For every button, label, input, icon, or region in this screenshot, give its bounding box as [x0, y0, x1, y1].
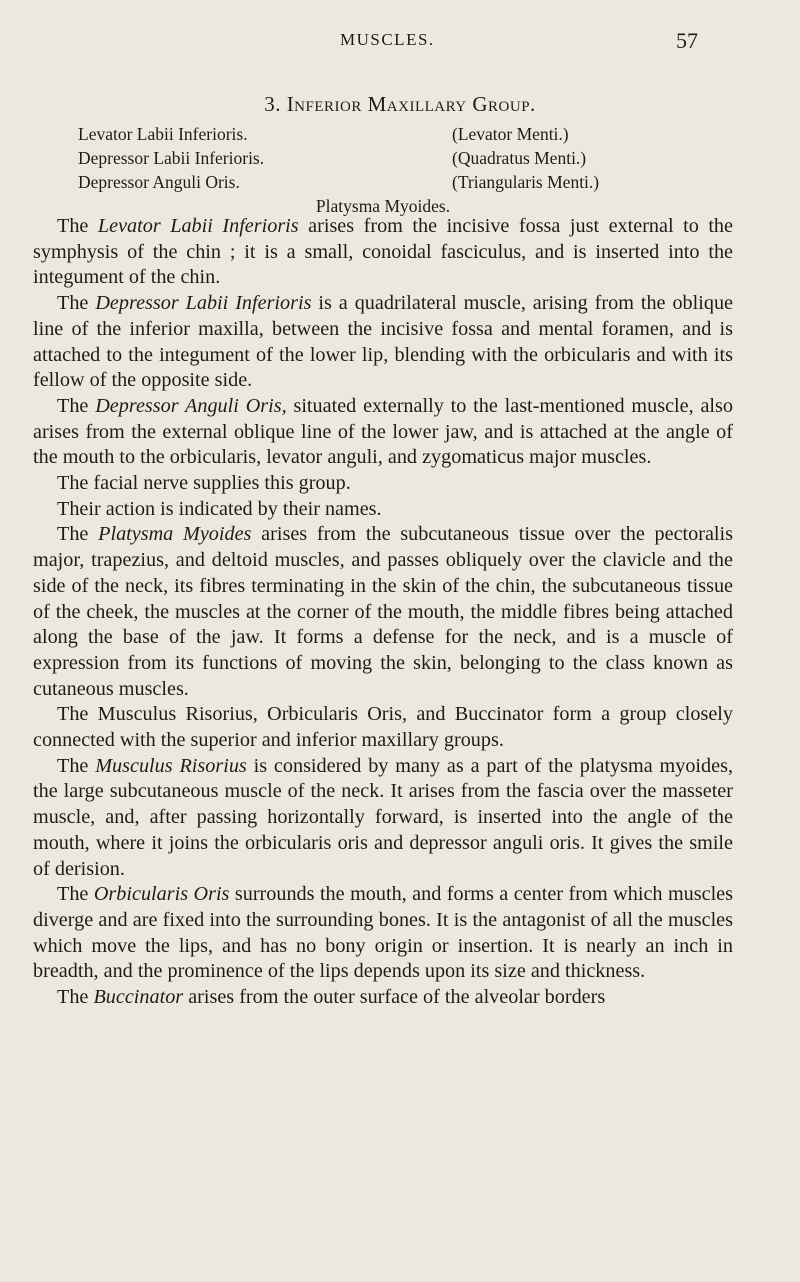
paragraph-text: The	[57, 523, 99, 546]
muscle-term: Depressor Anguli Oris,	[95, 394, 287, 417]
muscle-term: Buccinator	[93, 986, 184, 1009]
paragraph-orbicularis-oris	[33, 882, 733, 985]
paragraph-nerve-supply: The facial nerve supplies this group.	[57, 472, 351, 495]
muscle-name: Depressor Labii Inferioris.	[78, 148, 265, 168]
paragraph-text: The	[57, 986, 94, 1009]
paragraph-action: Their action is indicated by their names.	[57, 497, 382, 520]
paragraph-text: arises from the incisive fossa just external to the symphysis of the chin ; it is a small, conoidal fasciculus, and is inserted into the integument of the chin.	[33, 215, 733, 289]
paragraph-text: surrounds the mouth, and forms a center from which muscles diverge and are fixed into the surrounding bones. It is the antagonist of all the muscles which move the lips, and has no bony origin or insertion. It is nearly an inch in breadth, and the prominence of the lips depends upon its size and thickness.	[33, 883, 733, 983]
paragraph-text: The	[57, 215, 98, 237]
paragraph-group-intro: The Musculus Risorius, Orbicularis Oris, and Buccinator form a group closely connected with the superior and inferior maxillary groups.	[33, 703, 733, 752]
muscle-list-item	[78, 146, 698, 170]
muscle-alias: (Triangularis Menti.)	[452, 172, 600, 192]
paragraph-text: situated externally to the last-mentioned muscle, also arises from the external oblique line of the lower jaw, and is attached at the angle of the mouth to the orbicularis, levator anguli, and zygomaticus major muscles.	[33, 394, 733, 469]
paragraph-levator-labii-inferioris	[33, 214, 733, 291]
muscle-term: Depressor Labii Inferioris	[95, 292, 312, 315]
muscle-name: Platysma Myoides.	[315, 196, 451, 216]
section-heading: 3. Inferior Maxillary Group.	[264, 92, 536, 116]
page-number: 57	[676, 28, 698, 53]
muscle-name: Levator Labii Inferioris.	[78, 124, 248, 144]
muscle-term: Platysma Myoides	[98, 523, 252, 546]
body-text	[33, 214, 733, 1011]
paragraph-text: is a quadrilateral muscle, arising from the oblique line of the inferior maxilla, between the incisive fossa and mental foramen, and is attached to the integument of the lower lip, blending with the orbicularis and with its fellow of the opposite side.	[33, 292, 734, 392]
muscle-name: Depressor Anguli Oris.	[78, 172, 240, 192]
paragraph-text: is considered by many as a part of the platysma myoides, the large subcutaneous muscle of the neck. It arises from the fascia over the masseter muscle, and, after passing horizontally forward, is inserted into the angle of the mouth, where it joins the orbicularis oris and depressor anguli oris. It gives the smile of derision.	[33, 754, 733, 880]
muscle-list	[78, 122, 698, 218]
paragraph-buccinator	[33, 985, 733, 1011]
muscle-list-item	[78, 170, 698, 194]
paragraph-text: The	[57, 883, 94, 906]
muscle-list-item	[78, 122, 698, 146]
muscle-term: Orbicularis Oris	[93, 883, 230, 906]
paragraph-text: arises from the subcutaneous tissue over the pectoralis major, trapezius, and deltoid muscles, and passes obliquely over the clavicle and the side of the neck, its fibres terminating in the skin of the chin, the subcutaneous tissue of the cheek, the muscles at the corner of the mouth, the middle fibres being attached along the base of the jaw. It forms a defense for the neck, and is a muscle of expression from its functions of moving the skin, belonging to the class known as cutaneous muscles.	[33, 523, 734, 700]
running-title: MUSCLES.	[340, 30, 435, 49]
muscle-alias: (Levator Menti.)	[452, 124, 569, 144]
paragraph-platysma-myoides	[33, 522, 733, 702]
muscle-alias: (Quadratus Menti.)	[452, 148, 587, 168]
muscle-term: Musculus Risorius	[95, 754, 247, 777]
paragraph-depressor-labii-inferioris	[33, 291, 733, 394]
muscle-term: Levator Labii Inferioris	[97, 215, 299, 237]
paragraph-text: arises from the outer surface of the alveolar borders	[183, 986, 606, 1009]
running-head	[0, 28, 800, 58]
paragraph-text: The	[57, 292, 96, 315]
paragraph-depressor-anguli-oris	[33, 394, 733, 471]
paragraph-text: The	[57, 394, 96, 417]
paragraph-musculus-risorius	[33, 754, 733, 883]
paragraph-text: The	[57, 754, 96, 777]
